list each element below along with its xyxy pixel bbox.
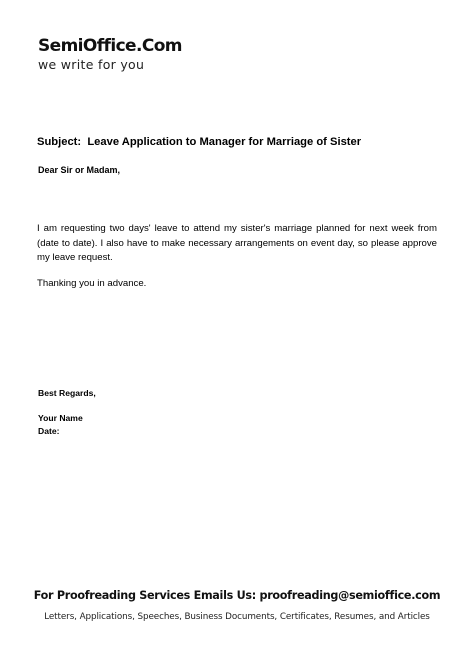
brand-logo-text: SemiOffice.Com <box>38 36 182 56</box>
letter-body-paragraph: I am requesting two days' leave to attend my sister's marriage planned for next week from (date to date). I also have to make necessary arrangements on event day, so please approve my leave request. <box>37 223 437 264</box>
signature-date-label: Date: <box>38 426 60 436</box>
footer-contact-line: For Proofreading Services Emails Us: proofreading@semioffice.com <box>33 589 441 602</box>
letter-subject: Subject: Leave Application to Manager for Marriage of Sister <box>37 136 362 148</box>
letter-salutation: Dear Sir or Madam, <box>38 165 121 175</box>
footer-services-line: Letters, Applications, Speeches, Business Documents, Certificates, Resumes, and Articles <box>44 612 430 622</box>
signature-name-label: Your Name <box>38 413 83 423</box>
letter-thanks: Thanking you in advance. <box>37 278 147 289</box>
brand-tagline: we write for you <box>38 57 145 72</box>
letter-closing: Best Regards, <box>38 388 96 398</box>
